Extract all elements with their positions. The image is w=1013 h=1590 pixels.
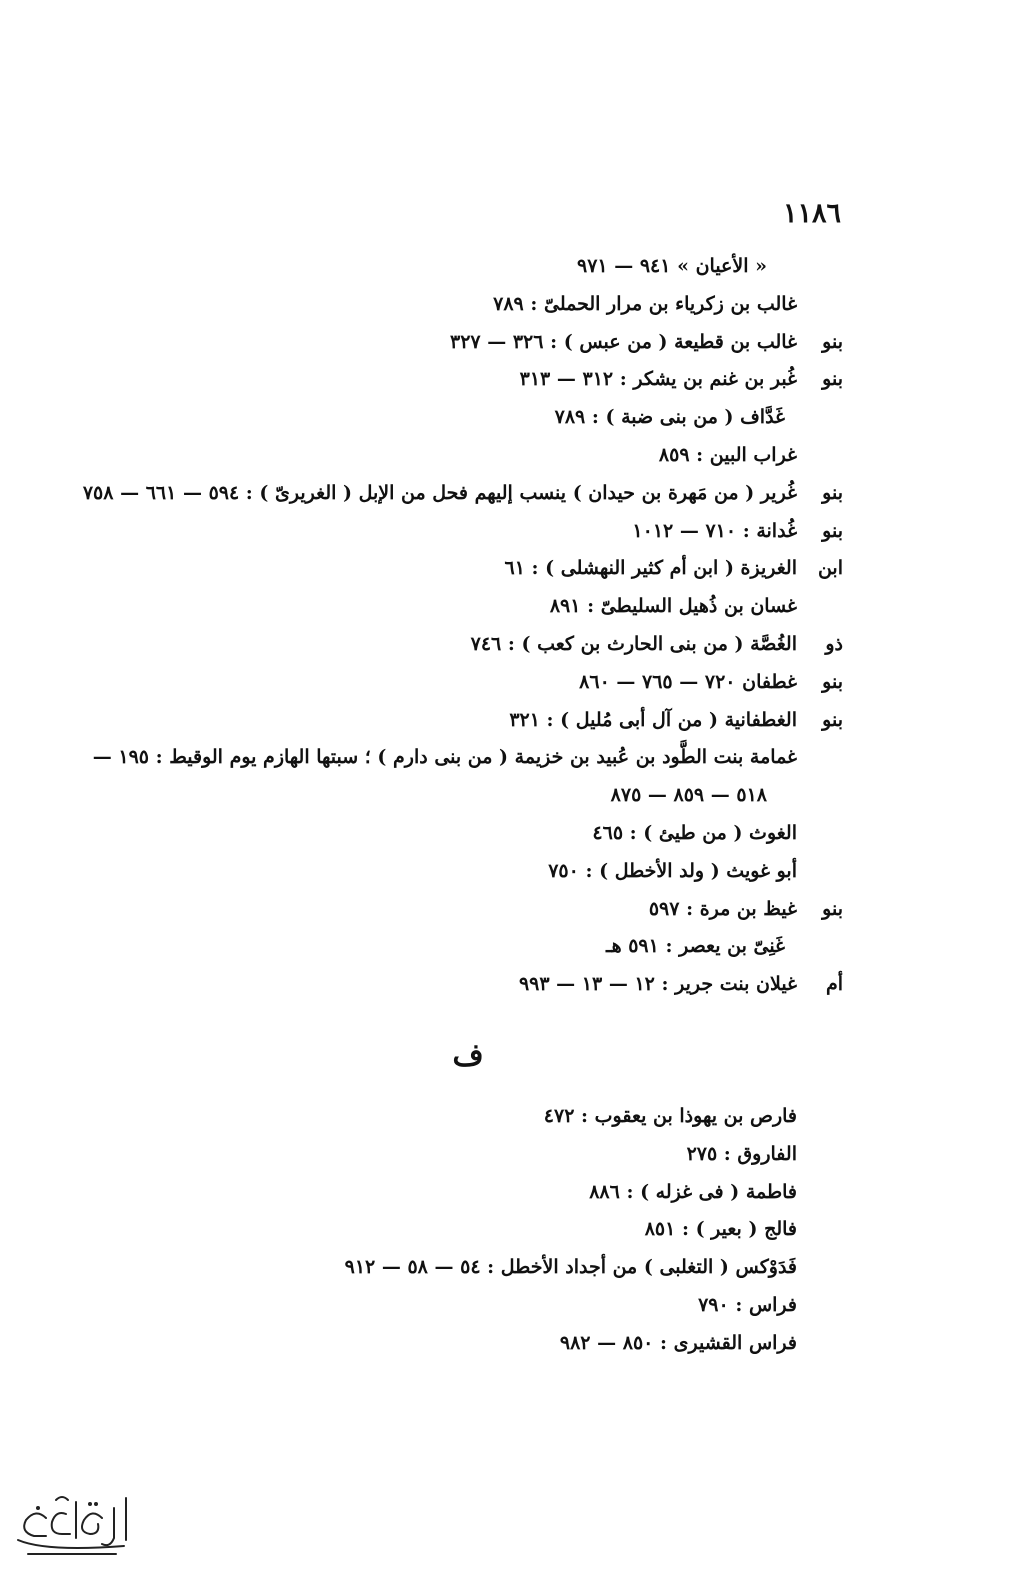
entry-text: الغوث ( من طيئ ) : ٤٦٥ bbox=[592, 821, 797, 844]
index-entry bbox=[83, 248, 843, 286]
entry-prefix: ذو bbox=[825, 632, 843, 655]
index-entry bbox=[83, 891, 843, 929]
entry-prefix: بنو bbox=[822, 708, 843, 731]
index-entry bbox=[83, 626, 843, 664]
entry-text: فارص بن يهوذا بن يعقوب : ٤٧٢ bbox=[543, 1105, 797, 1127]
entry-prefix: ابن bbox=[817, 557, 843, 580]
index-entry bbox=[83, 437, 843, 475]
index-entry bbox=[97, 1174, 797, 1212]
index-list-ghayn bbox=[83, 248, 843, 1004]
entry-prefix: بنو bbox=[822, 330, 843, 353]
index-entry bbox=[83, 702, 843, 740]
entry-text: غسان بن ذُهيل السليطىّ : ٨٩١ bbox=[549, 595, 797, 618]
entry-text: فَدَوْكس ( التغلبى ) من أجداد الأخطل : ٥٤ — ٥٨ — ٩١٢ bbox=[344, 1256, 797, 1279]
index-entry bbox=[83, 739, 843, 777]
page-number: ١١٨٦ bbox=[782, 198, 841, 229]
entry-text: غُبر بن غنم بن يشكر : ٣١٢ — ٣١٣ bbox=[519, 368, 797, 391]
entry-text: فراس : ٧٩٠ bbox=[698, 1293, 797, 1316]
index-entry bbox=[83, 361, 843, 399]
index-entry bbox=[83, 399, 843, 437]
entry-text: الفاروق : ٢٧٥ bbox=[686, 1142, 797, 1165]
index-entry bbox=[97, 1211, 797, 1249]
entry-text: « الأعيان » ٩٤١ — ٩٧١ bbox=[576, 255, 767, 277]
entry-text: غُدانة : ٧١٠ — ١٠١٢ bbox=[632, 519, 797, 542]
index-entry bbox=[83, 475, 843, 513]
entry-prefix: أم bbox=[825, 973, 843, 996]
entry-text: الغطفانية ( من آل أبى مُليل ) : ٣٢١ bbox=[509, 708, 797, 731]
entry-text: غَنِىّ بن يعصر : ٥٩١ هـ bbox=[606, 935, 785, 958]
entry-text: فراس القشيرى : ٨٥٠ — ٩٨٢ bbox=[559, 1331, 797, 1354]
index-entry bbox=[83, 928, 843, 966]
index-entry bbox=[97, 1249, 797, 1287]
entry-text: غالب بن قطيعة ( من عبس ) : ٣٢٦ — ٣٢٧ bbox=[449, 330, 797, 353]
index-entry bbox=[97, 1325, 797, 1363]
entry-prefix: بنو bbox=[822, 897, 843, 920]
entry-text: فاطمة ( فى غزله ) : ٨٨٦ bbox=[589, 1180, 797, 1203]
index-entry bbox=[83, 588, 843, 626]
entry-text: فالج ( بعير ) : ٨٥١ bbox=[644, 1218, 797, 1241]
entry-prefix: بنو bbox=[822, 670, 843, 693]
index-entry bbox=[83, 966, 843, 1004]
entry-text: الغريزة ( ابن أم كثير النهشلى ) : ٦١ bbox=[504, 557, 797, 580]
entry-text: غطفان ٧٢٠ — ٧٦٥ — ٨٦٠ bbox=[579, 670, 797, 693]
index-entry bbox=[83, 853, 843, 891]
index-entry bbox=[97, 1287, 797, 1325]
index-entry bbox=[97, 1098, 797, 1136]
entry-text: غراب البين : ٨٥٩ bbox=[658, 443, 797, 466]
entry-text: غالب بن زكرياء بن مرار الحملىّ : ٧٨٩ bbox=[493, 292, 797, 315]
index-entry bbox=[83, 550, 843, 588]
index-entry bbox=[83, 513, 843, 551]
entry-text: أبو غويث ( ولد الأخطل ) : ٧٥٠ bbox=[548, 859, 797, 882]
entry-prefix: بنو bbox=[822, 368, 843, 391]
index-entry bbox=[83, 664, 843, 702]
entry-prefix: بنو bbox=[822, 481, 843, 504]
calligraphy-stamp-logo bbox=[6, 1478, 136, 1568]
index-entry bbox=[83, 815, 843, 853]
calligraphy-stamp-icon bbox=[6, 1478, 136, 1568]
section-letter-heading: ف bbox=[452, 1038, 484, 1073]
entry-text: غيظ بن مرة : ٥٩٧ bbox=[648, 897, 797, 920]
index-entry bbox=[83, 286, 843, 324]
index-entry bbox=[83, 777, 843, 815]
index-list-fa bbox=[97, 1098, 797, 1363]
entry-text: غَدَّاف ( من بنى ضبة ) : ٧٨٩ bbox=[554, 406, 785, 429]
entry-text: الغُصَّة ( من بنى الحارث بن كعب ) : ٧٤٦ bbox=[470, 632, 797, 655]
entry-text: غيلان بنت جرير : ١٢ — ١٣ — ٩٩٣ bbox=[518, 973, 797, 996]
entry-prefix: بنو bbox=[822, 519, 843, 542]
index-entry bbox=[97, 1136, 797, 1174]
entry-text: ٥١٨ — ٨٥٩ — ٨٧٥ bbox=[610, 784, 767, 807]
index-entry bbox=[83, 324, 843, 362]
entry-text: غُرير ( من مَهرة بن حيدان ) ينسب إليهم فحل من الإبل ( الغريرىّ ) : ٥٩٤ — ٦٦١ — ٧٥٨ bbox=[82, 481, 797, 504]
entry-text: غمامة بنت الطَّود بن عُبيد بن خزيمة ( من بنى دارم ) ؛ سبتها الهازم يوم الوقيط : ١٩٥ — bbox=[92, 746, 797, 769]
